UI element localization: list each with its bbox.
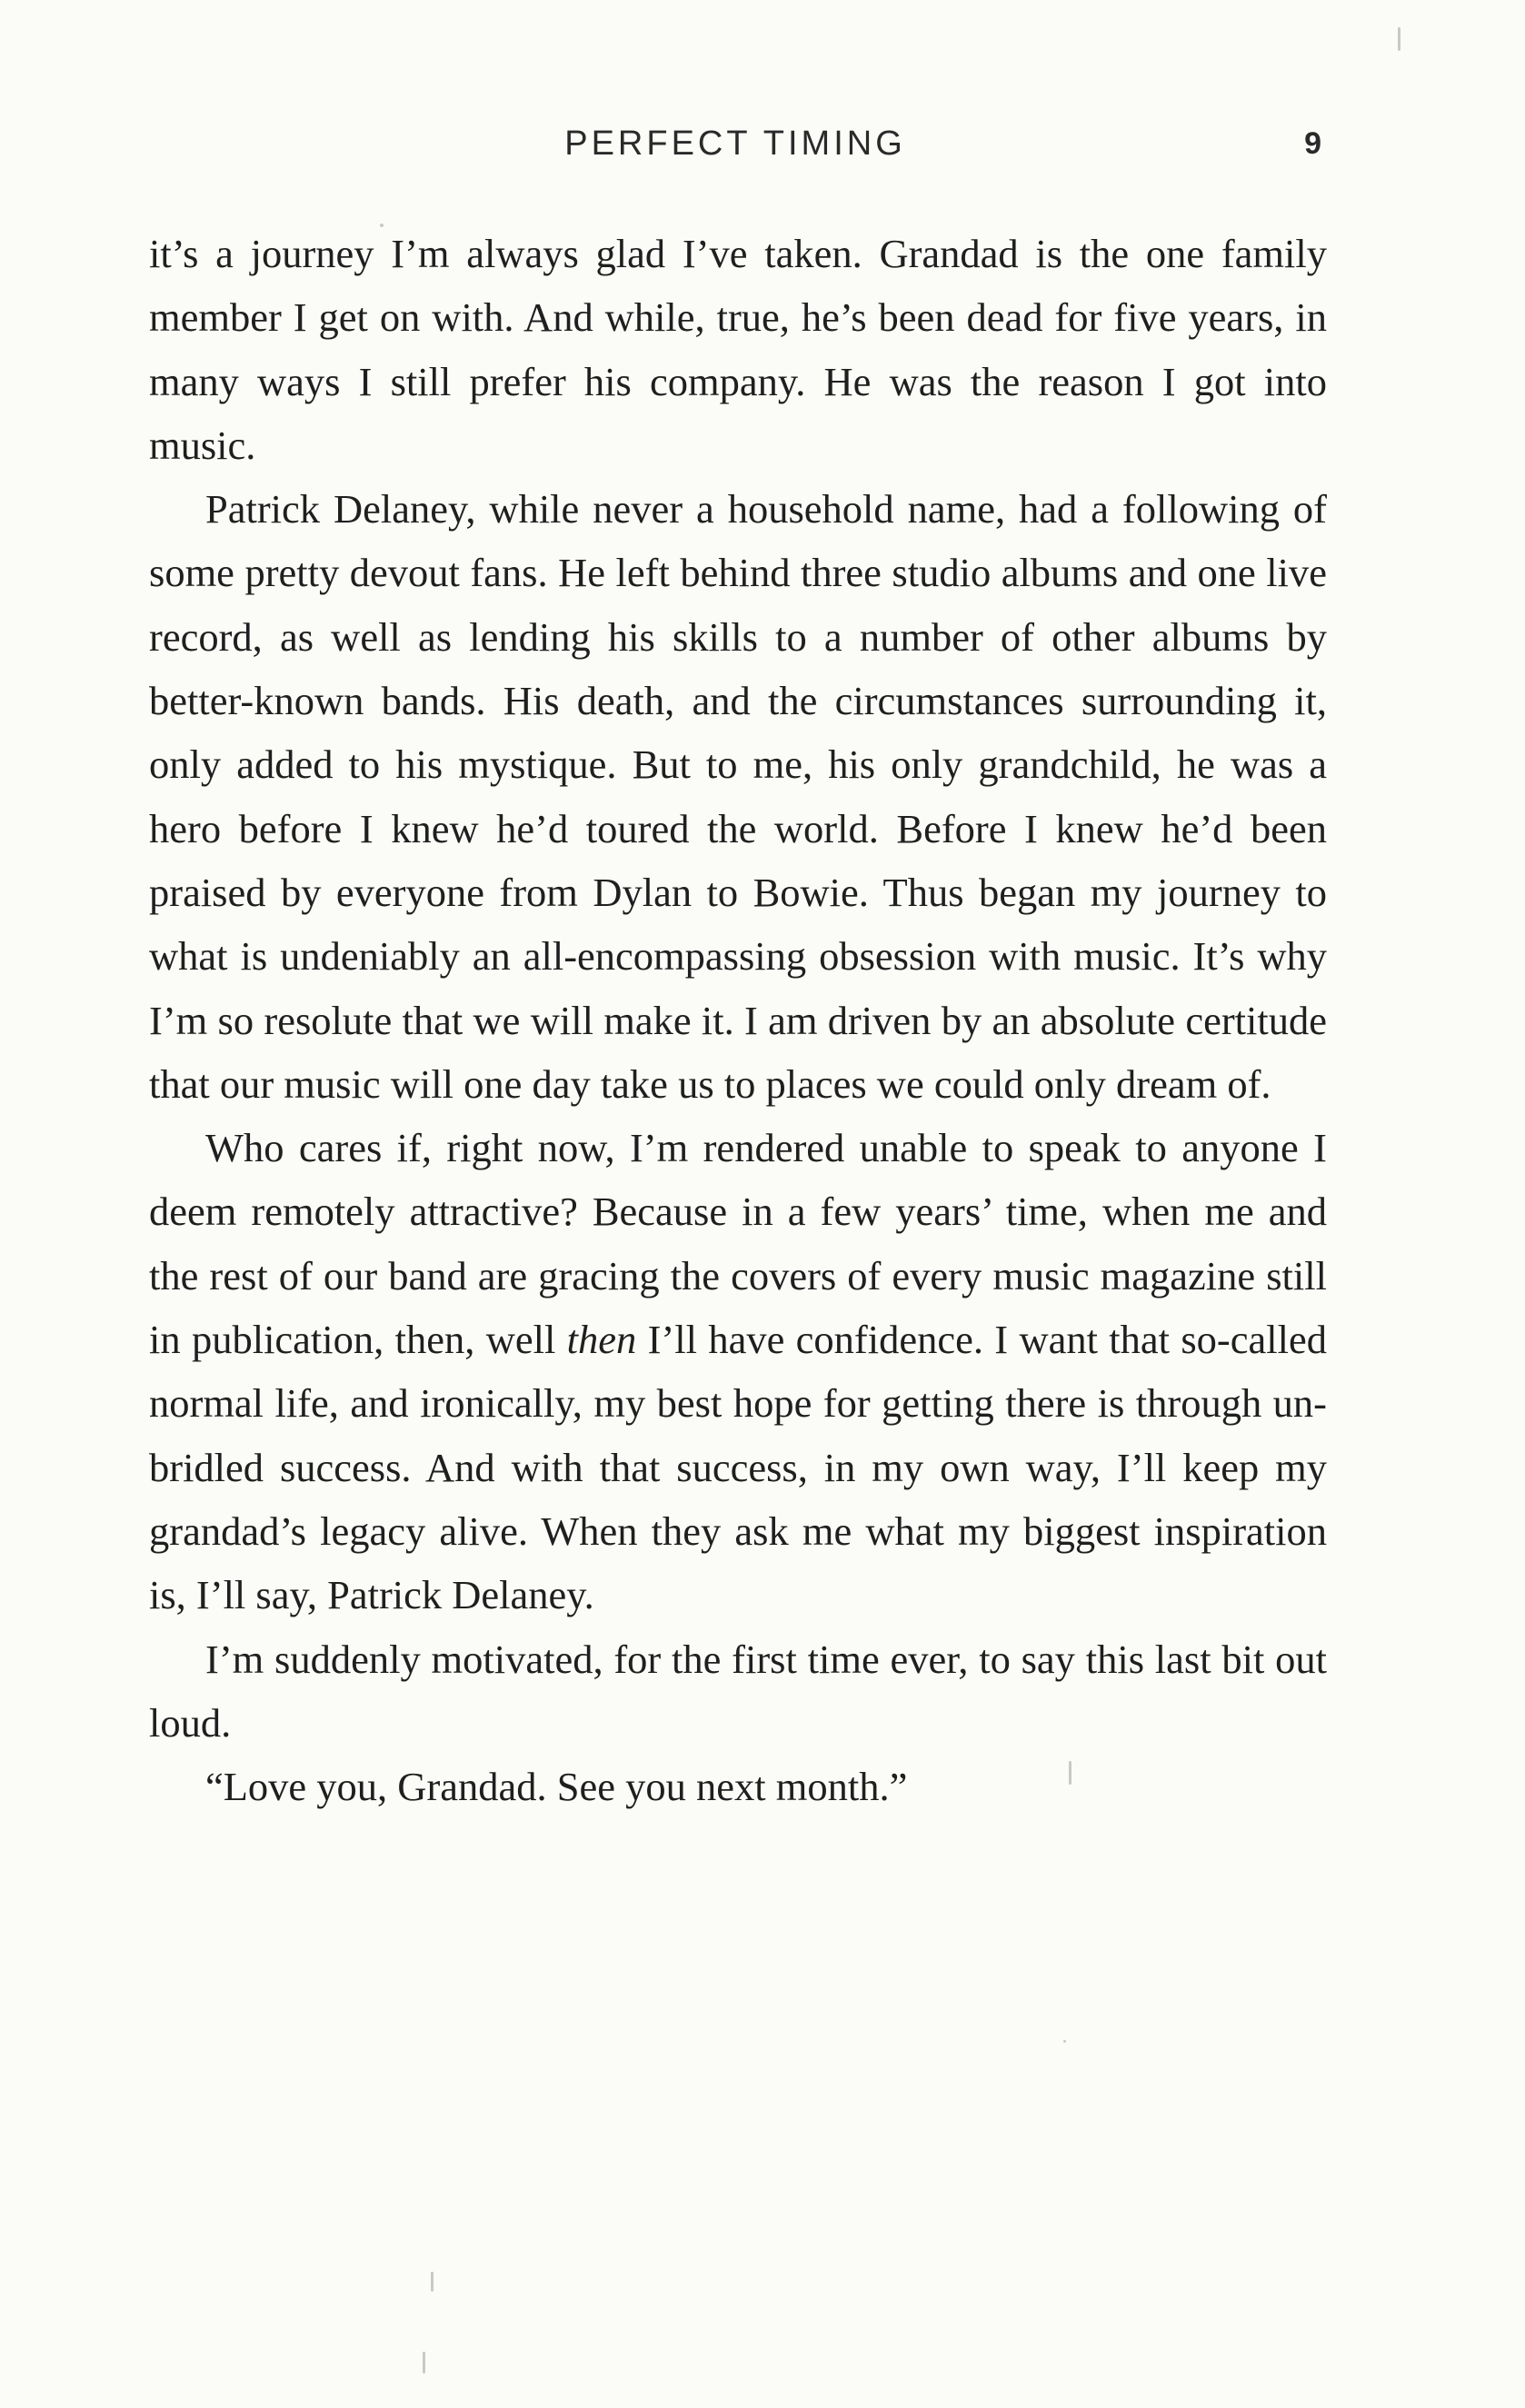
paper-speck (423, 2352, 425, 2373)
paragraph-3-text-before: Who cares if, right now, I’m rendered unable to speak to anyone I deem remotely attractive? Because in a few years’ time, when me and the rest of our band are gracing the covers of every music magazine still in publication, then, well (149, 1125, 1327, 1363)
paragraph-1: it’s a journey I’m always glad I’ve taken. Grandad is the one family member I get on with. And while, true, he’s been dead for five years, in many ways I still prefer his company. He was the reason I got into music. (149, 231, 1327, 468)
paper-speck (1063, 2040, 1066, 2043)
paper-speck (380, 224, 384, 227)
page-number: 9 (1304, 126, 1321, 161)
body-text (149, 222, 1327, 1818)
paper-speck (1398, 27, 1400, 51)
paragraph-5: “Love you, Grandad. See you next month.” (205, 1764, 908, 1810)
paragraph-4: I’m suddenly motivated, for the first time ever, to say this last bit out loud. (149, 1636, 1327, 1746)
running-title: PERFECT TIMING (564, 124, 906, 163)
paragraph-3 (149, 1116, 1327, 1627)
paragraph-2: Patrick Delaney, while never a household name, had a following of some pretty devout fans. He left behind three studio albums and one live record, as well as lending his skills to a number of other albums by better-known bands. His death, and the circumstances surrounding it, only added to his mystique. But to me, his only grandchild, he was a hero before I knew he’d toured the world. Before I knew he’d been praised by everyone from Dylan to Bowie. Thus began my journey to what is undeniably an all-encompassing obsession with music. It’s why I’m so resolute that we will make it. I am driven by an absolute certitude that our music will one day take us to places we could only dream of. (149, 486, 1327, 1107)
paragraph-3-text-after: I’ll have confidence. I want that so-called normal life, and ironically, my best hope for getting there is through unbridled success. And with that success, in my own way, I’ll keep my grandad’s legacy alive. When they ask me what my biggest inspiration is, I’ll say, Patrick Delaney. (149, 1317, 1327, 1618)
paper-speck (1069, 1761, 1071, 1785)
running-head (149, 116, 1321, 171)
paper-speck (431, 2272, 434, 2292)
emphasized-word: then (566, 1317, 637, 1363)
